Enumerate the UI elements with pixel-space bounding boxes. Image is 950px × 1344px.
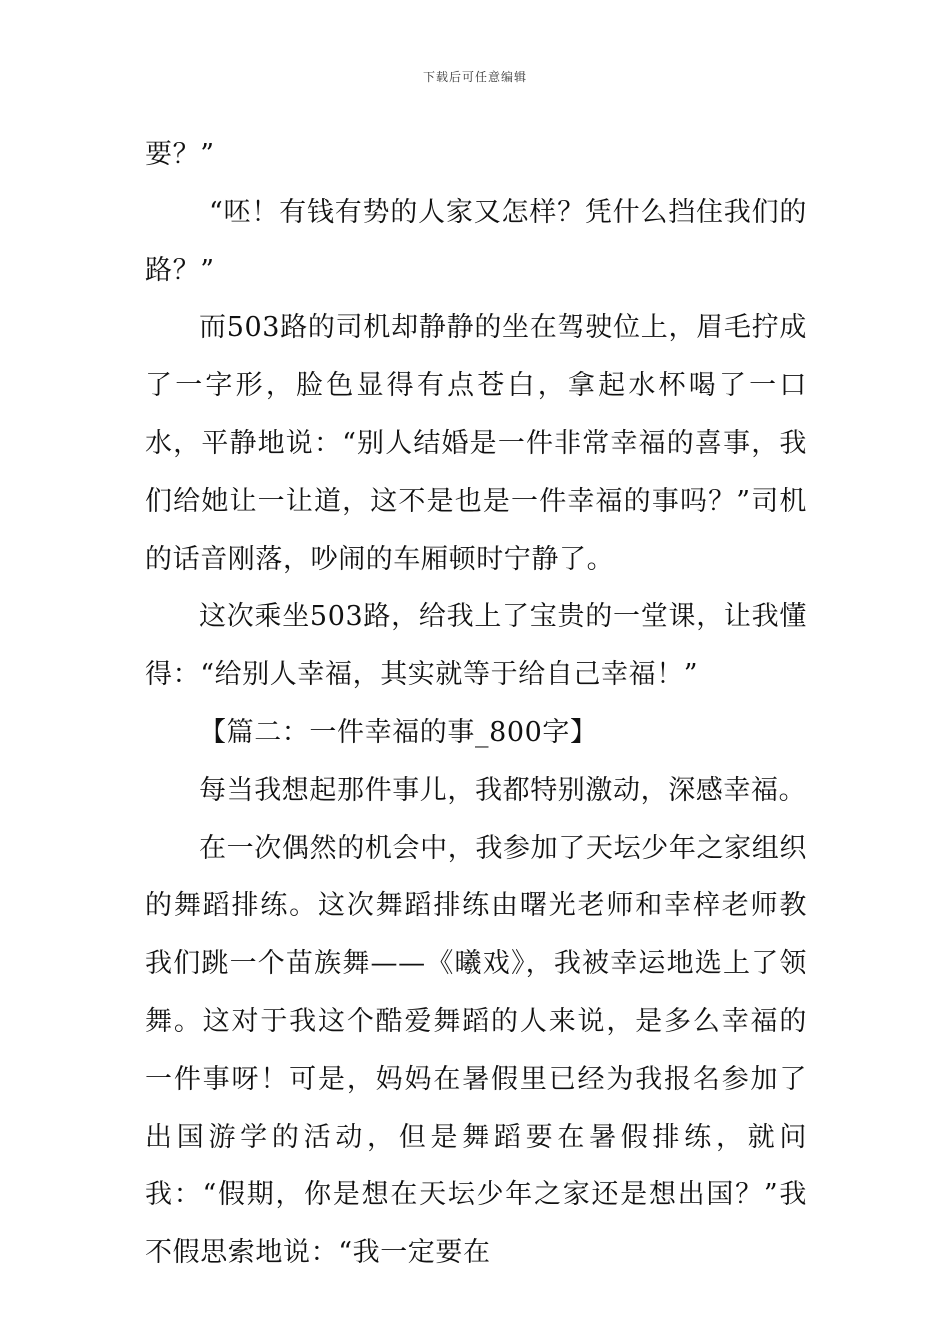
paragraph-4: 这次乘坐503路，给我上了宝贵的一堂课，让我懂得：“给别人幸福，其实就等于给自己幸福！”	[145, 601, 807, 691]
paragraph-1: 要？”	[145, 139, 215, 170]
paragraph-5: 每当我想起那件事儿，我都特别激动，深感幸福。	[199, 774, 807, 806]
section-heading: 【篇二：一件幸福的事_800字】	[199, 716, 598, 748]
paragraph-3: 而503路的司机却静静的坐在驾驶位上，眉毛拧成了一字形，脸色显得有点苍白，拿起水杯喝了一口水，平静地说：“别人结婚是一件非常幸福的喜事，我们给她让一让道，这不是也是一件幸福的事吗？”司机的话音刚落，吵闹的车厢顿时宁静了。	[145, 312, 807, 575]
paragraph-2: “呸！有钱有势的人家又怎样？凭什么挡住我们的路？”	[145, 196, 807, 286]
document-body	[145, 126, 807, 1282]
page-header: 下载后可任意编辑	[422, 70, 527, 84]
paragraph-6: 在一次偶然的机会中，我参加了天坛少年之家组织的舞蹈排练。这次舞蹈排练由曙光老师和幸梓老师教我们跳一个苗族舞——《曦戏》，我被幸运地选上了领舞。这对于我这个酷爱舞蹈的人来说，是多么幸福的一件事呀！可是，妈妈在暑假里已经为我报名参加了出国游学的活动，但是舞蹈要在暑假排练，就问我：“假期，你是想在天坛少年之家还是想出国？”我不假思索地说：“我一定要在	[145, 832, 807, 1269]
